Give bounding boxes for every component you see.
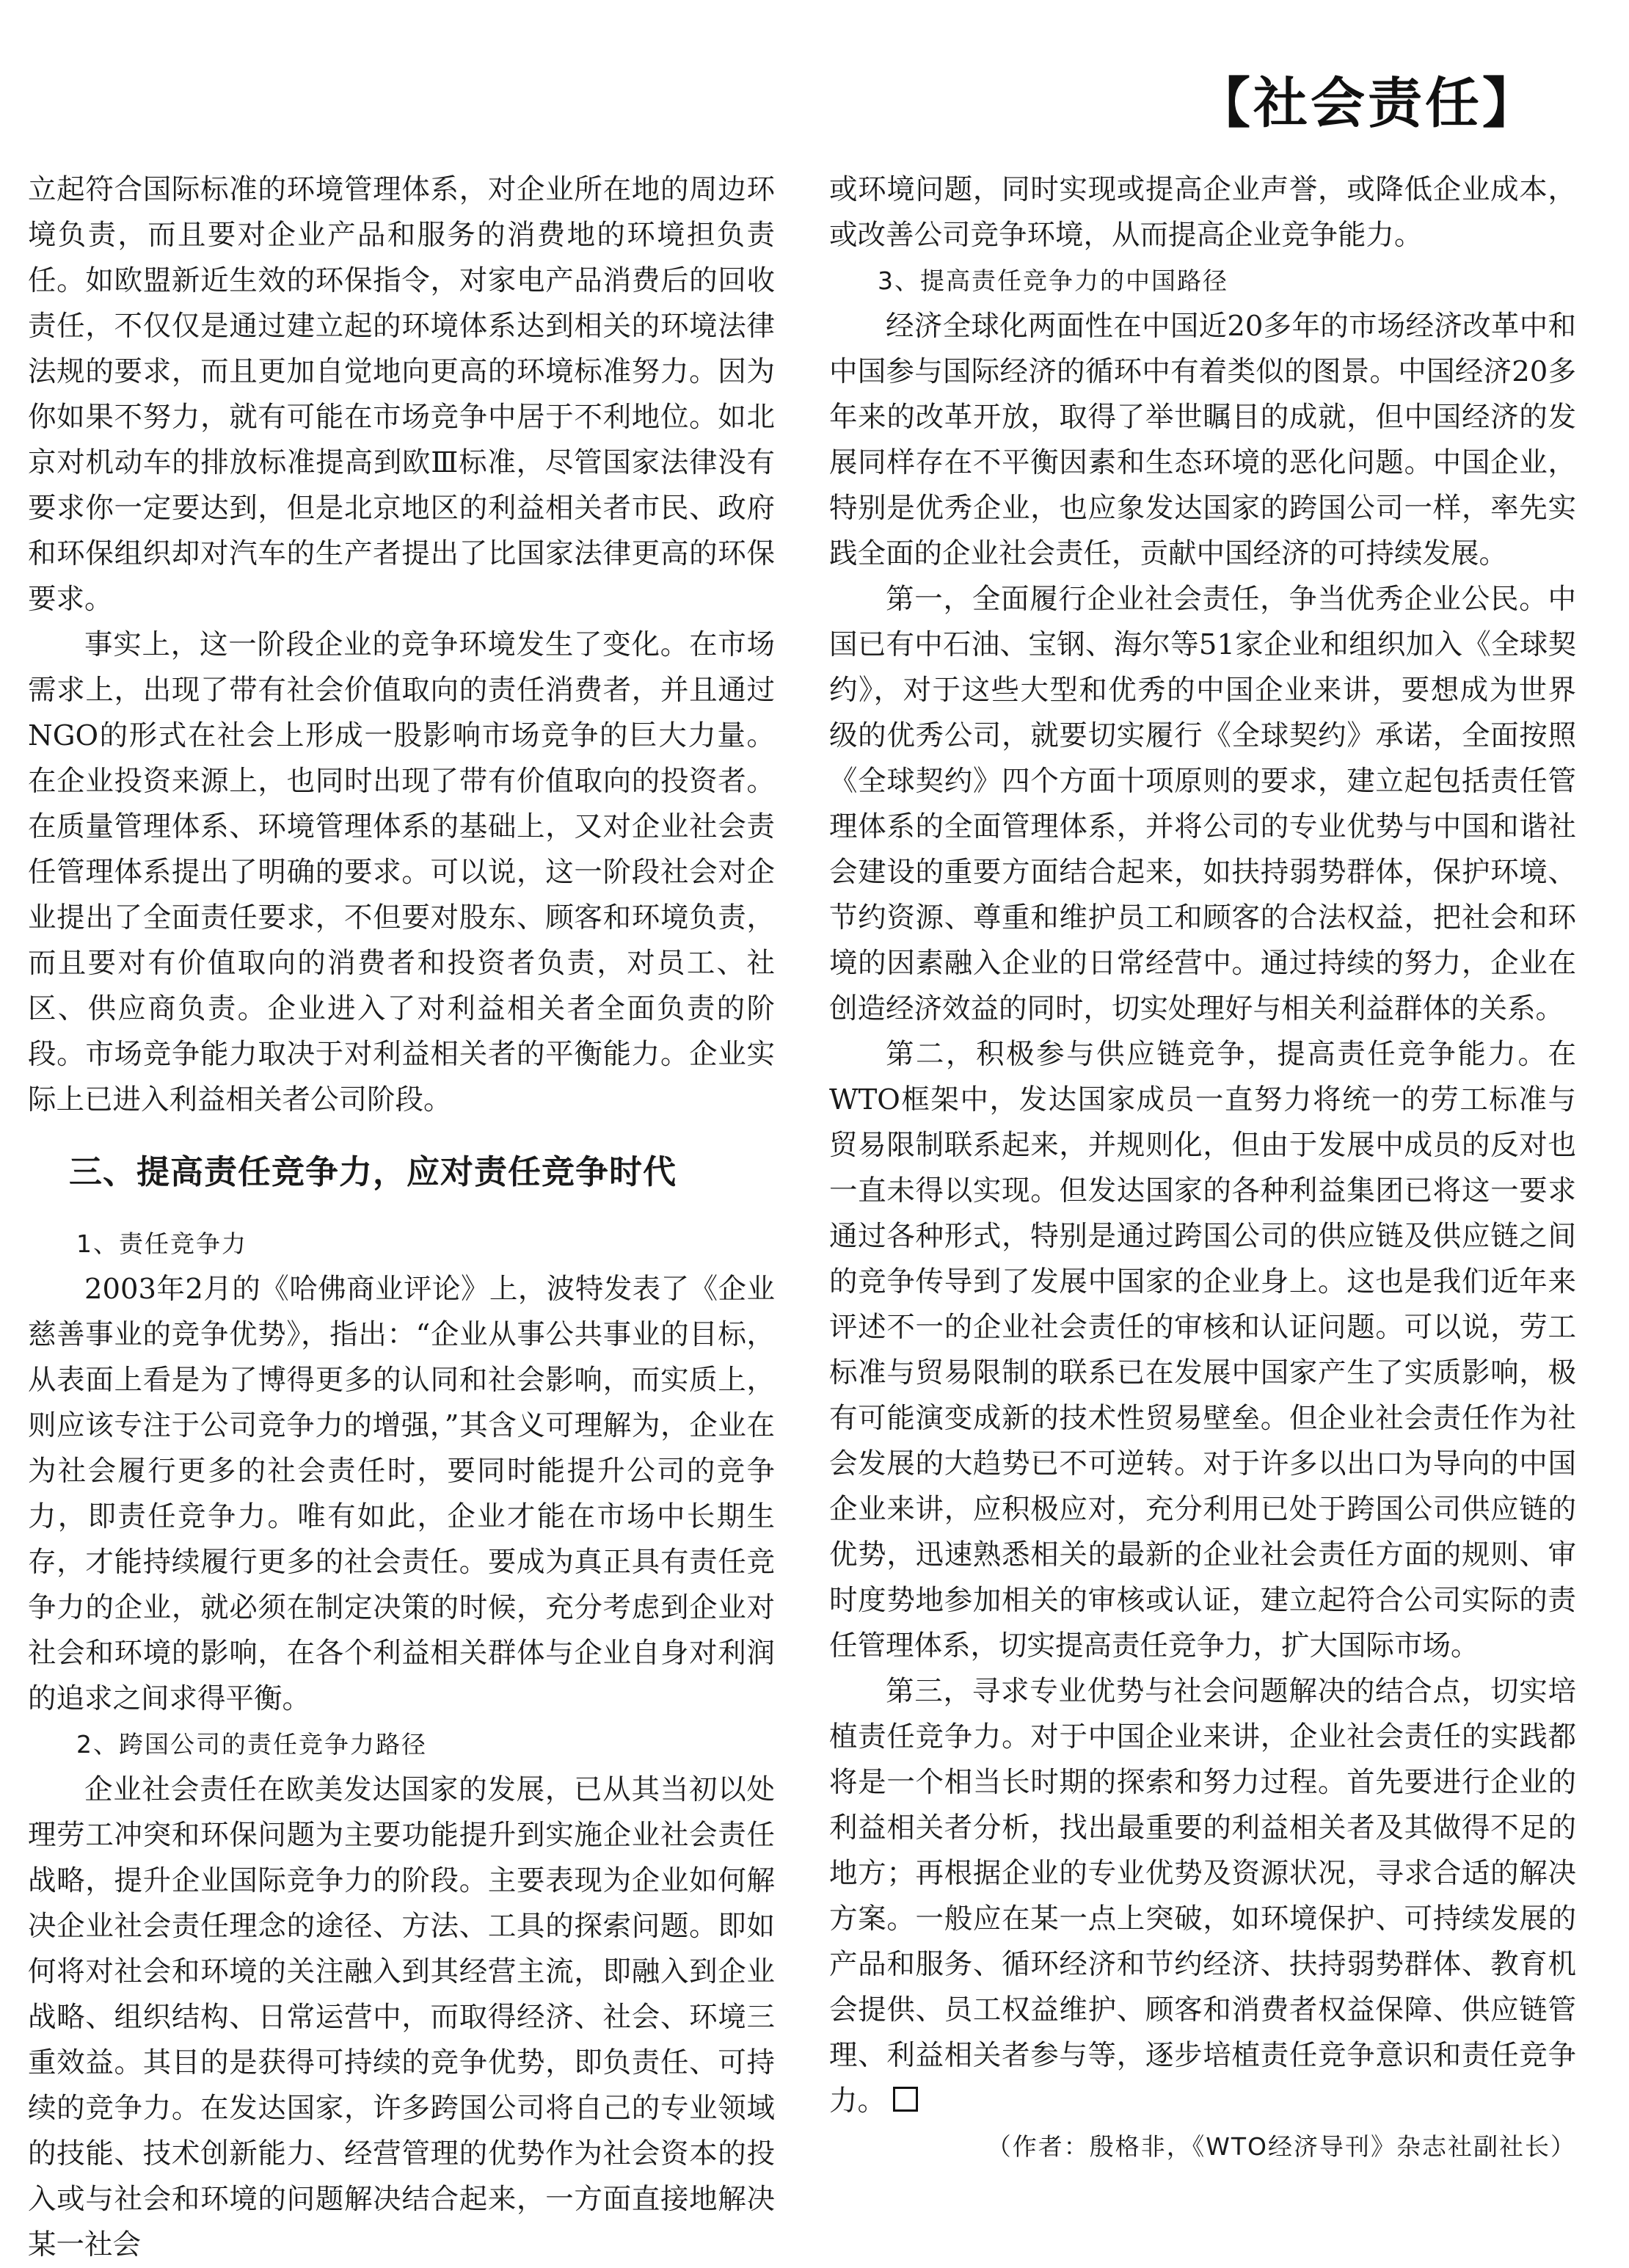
subheading-2: 2、跨国公司的责任竞争力路径 bbox=[76, 1730, 427, 1759]
section-tag: 【社会责任】 bbox=[1196, 72, 1539, 135]
end-mark-box bbox=[893, 2087, 918, 2112]
point-1-body: 中国已有中石油、宝钢、海尔等51家企业和组织加入《全球契约》，对于这些大型和优秀的中国企业来讲，要想成为世界级的优秀公司，就要切实履行《全球契约》承诺，全面按照《全球契约》四个方面十项原则的要求，建立起包括责任管理体系的全面管理体系，并将公司的专业优势与中国和谐社会建设的重要方面结合起来，如扶持弱势群体，保护环境、节约资源、尊重和维护员工和顾客的合法权益，把社会和环境的因素融入企业的日常经营中。通过持续的努力，企业在创造经济效益的同时，切实处理好与相关利益群体的关系。 bbox=[829, 583, 1576, 1025]
left-paragraph-4: 企业社会责任在欧美发达国家的发展，已从其当初以处理劳工冲突和环保问题为主要功能提升到实施企业社会责任战略，提升企业国际竞争力的阶段。主要表现为企业如何解决企业社会责任理念的途径、方法、工具的探索问题。即如何将对社会和环境的关注融入到其经营主流，即融入到企业战略、组织结构、日常运营中，而取得经济、社会、环境三重效益。其目的是获得可持续的竞争优势，即负责任、可持续的竞争力。在发达国家，许多跨国公司将自己的专业领域的技能、技术创新能力、经营管理的优势作为社会资本的投入或与社会和环境的问题解决结合起来，一方面直接地解决某一社会 bbox=[28, 1773, 775, 2261]
left-paragraph-3: 2003年2月的《哈佛商业评论》上，波特发表了《企业慈善事业的竞争优势》，指出：“企业从事公共事业的目标，从表面上看是为了博得更多的认同和社会影响，而实质上，则应该专注于公司竞争力的增强，”其含义可理解为，企业在为社会履行更多的社会责任时，要同时能提升公司的竞争力，即责任竞争力。唯有如此，企业才能在市场中长期生存，才能持续履行更多的社会责任。要成为真正具有责任竞争力的企业，就必须在制定决策的时候，充分考虑到企业对社会和环境的影响，在各个利益相关群体与企业自身对利润的追求之间求得平衡。 bbox=[28, 1273, 775, 1715]
right-column bbox=[829, 167, 1576, 2170]
author-credit: （作者：殷格非，《WTO经济导刊》杂志社副社长） bbox=[986, 2132, 1576, 2161]
left-paragraph-1: 立起符合国际标准的环境管理体系，对企业所在地的周边环境负责，而且要对企业产品和服务的消费地的环境担负责任。如欧盟新近生效的环保指令，对家电产品消费后的回收责任，不仅仅是通过建立起的环境体系达到相关的环境法律法规的要求，而且更加自觉地向更高的环境标准努力。因为你如果不努力，就有可能在市场竞争中居于不利地位。如北京对机动车的排放标准提高到欧Ⅲ标准，尽管国家法律没有要求你一定要达到，但是北京地区的利益相关者市民、政府和环保组织却对汽车的生产者提出了比国家法律更高的环保要求。 bbox=[28, 173, 775, 616]
left-paragraph-2: 事实上，这一阶段企业的竞争环境发生了变化。在市场需求上，出现了带有社会价值取向的责任消费者，并且通过NGO的形式在社会上形成一股影响市场竞争的巨大力量。在企业投资来源上，也同时出现了带有价值取向的投资者。在质量管理体系、环境管理体系的基础上，又对企业社会责任管理体系提出了明确的要求。可以说，这一阶段社会对企业提出了全面责任要求，不但要对股东、顾客和环境负责，而且要对有价值取向的消费者和投资者负责，对员工、社区、供应商负责。企业进入了对利益相关者全面负责的阶段。市场竞争能力取决于对利益相关者的平衡能力。企业实际上已进入利益相关者公司阶段。 bbox=[28, 628, 775, 1116]
point-3-lead: 第三，寻求专业优势与社会问题解决的结合点，切实培植责任竞争力。 bbox=[829, 1675, 1576, 1753]
subheading-1: 1、责任竞争力 bbox=[76, 1229, 247, 1258]
right-paragraph-4 bbox=[829, 1032, 1576, 1669]
left-column bbox=[28, 167, 775, 2268]
point-2-body: 在WTO框架中，发达国家成员一直努力将统一的劳工标准与贸易限制联系起来，并规则化，但由于发展中成员的反对也一直未得以实现。但发达国家的各种利益集团已将这一要求通过各种形式，特别是通过跨国公司的供应链及供应链之间的竞争传导到了发展中国家的企业身上。这也是我们近年来评述不一的企业社会责任的审核和认证问题。可以说，劳工标准与贸易限制的联系已在发展中国家产生了实质影响，极有可能演变成新的技术性贸易壁垒。但企业社会责任作为社会发展的大趋势已不可逆转。对于许多以出口为导向的中国企业来讲，应积极应对，充分利用已处于跨国公司供应链的优势，迅速熟悉相关的最新的企业社会责任方面的规则、审时度势地参加相关的审核或认证，建立起符合公司实际的责任管理体系，切实提高责任竞争力，扩大国际市场。 bbox=[829, 1038, 1576, 1662]
section-heading-3: 三、提高责任竞争力，应对责任竞争时代 bbox=[69, 1152, 677, 1191]
point-3-body: 对于中国企业来讲，企业社会责任的实践都将是一个相当长时期的探索和努力过程。首先要进行企业的利益相关者分析，找出最重要的利益相关者及其做得不足的地方；再根据企业的专业优势及资源状况，寻求合适的解决方案。一般应在某一点上突破，如环境保护、可持续发展的产品和服务、循环经济和节约经济、扶持弱势群体、教育机会提供、员工权益维护、顾客和消费者权益保障、供应链管理、利益相关者参与等，逐步培植责任竞争意识和责任竞争力。 bbox=[829, 1720, 1576, 2118]
right-paragraph-1: 或环境问题，同时实现或提高企业声誉，或降低企业成本，或改善公司竞争环境，从而提高企业竞争能力。 bbox=[829, 173, 1576, 252]
point-1-lead: 第一，全面履行企业社会责任，争当优秀企业公民。 bbox=[886, 583, 1548, 616]
right-paragraph-2: 经济全球化两面性在中国近20多年的市场经济改革中和中国参与国际经济的循环中有着类似的图景。中国经济20多年来的改革开放，取得了举世瞩目的成就，但中国经济的发展同样存在不平衡因素和生态环境的恶化问题。中国企业，特别是优秀企业，也应象发达国家的跨国公司一样，率先实践全面的企业社会责任，贡献中国经济的可持续发展。 bbox=[829, 310, 1576, 570]
point-2-lead: 第二，积极参与供应链竞争，提高责任竞争能力。 bbox=[886, 1038, 1548, 1071]
subheading-3: 3、提高责任竞争力的中国路径 bbox=[878, 266, 1228, 295]
right-paragraph-5 bbox=[829, 1669, 1576, 2124]
right-paragraph-3 bbox=[829, 577, 1576, 1032]
